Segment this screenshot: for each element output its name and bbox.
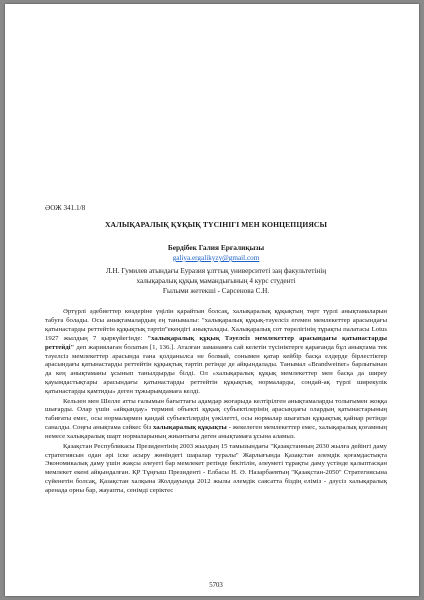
body-text [45,308,387,496]
affiliation [45,266,387,296]
bold-phrase: халықаралық құқықты [152,424,227,432]
affiliation-line: Л.Н. Гумилев атындағы Еуразия ұлттық университеті заң факультетінің [105,267,327,275]
supervisor-line: Ғылыми жетекші - Сарсенова С.Н. [162,287,270,295]
page-number: 5703 [209,582,223,589]
text-run: Кельзен мен Шелле атты ғалымын бағыттағы адамдар жоғарыда келтірілген анықтамаларды толығымен жоққа шығарды. Олар үшін «айқындау» термині объекті құқық субъектілерінің арасындағы олардың қатынастарының табиғаты емес, осы нормалармен қандай субъектілердің үәкілетті, осы нормалар шығатын құқықтық қайнар ретінде саналды. Соңғы анықтама сәйкес біз [45,397,387,432]
author-name: Бердібек Галия Ерғалиқызы [167,243,265,252]
body-paragraph [45,308,387,397]
text-run: деп жариялаған болатын [1, 136.]. Аталған заманамға сай келетін түсініктерге қарағанда бұл анықтама тек тәуелсіз мемлекеттер арасында ғана қолданылса не болмай, сонымен қатар кейбір басқа елдерде бірлестіктер арасындағы қатынастарды реттейтін құқықтық тәртіп ретінде де айқындалады. Танымал «Brandweiner» барлығынан да кең анықтаманы ұсынып танылдырды білді. Ол «халықаралық құқық мемлекеттер мен басқа да ширеу қауымдастықтары арасындағы қатынастарды реттейтін құқықтық нормаларды, сондай-ақ түрлі ширекулік қатынастарды қамтиды» деген тұжырымдамаға келді. [45,343,387,396]
bold-phrase: "халықаралық құқық Тәуелсіз мемлекеттер арасындағы қатынастарды реттейді" [45,334,387,351]
text-run: Әртүрлі әдебиеттер көздеріне үңілін қарайтын болсақ, халықаралық құқықтың төрт түрлі анықтамаларын табуға болады. Осы анықтамалардың ең танымалы: "халықаралық құқық-тәуелсіз егемен мемлекеттер арасындағы қатынастарды реттейтін құқықтық тәртіп"екендігі анықталады. Халықаралық сот төрелігінің тұрақты палатасы Lotus 1927 жылдың 7 қыркүйегінде: [45,308,387,342]
affiliation-line: халықаралық құқық мамандығының 4 курс студенті [136,277,296,285]
body-paragraph [45,443,387,496]
document-page [5,4,419,596]
udc-code: ӘОЖ 341.1/8 [45,204,86,212]
text-run: - жекелеген мемлекеттер емес, халықаралық қоғамның немесе халықаралық шарт нормаларының жиынтығы деген анықтамаға ұсына аламыз. [45,424,388,441]
paper-title: ХАЛЫҚАРАЛЫҚ ҚҰҚЫҚ ТҮСІНІГІ МЕН КОНЦЕПЦИЯСЫ [104,220,328,229]
body-paragraph [45,398,387,443]
author-email[interactable]: galiya.ergalikyzy@gmail.com [172,254,260,262]
text-run: Қазақстан Республикасы Президентінің 2003 жылдың 15 тамызындағы "Қазақстанның 2030 жылға дейінгі даму стратегиясын одан әрі іске асыру жөніндегі шаралар туралы" Жарлығында Қазақстан әлемдік қоғамдастықта Экономикалық даму үшін жақсы әлеуеті бар мемлекет ретінде бекітілін, әлеуметі тұрақты даму үстінде қалыптасқан мемлекет екені айқындалған. ҚР Тұңғыш Президенті - Елбасы Н. Ә. Назарбаевтың "Қазақстан-2050" Стратегиясына сүйенетін болсақ, Қазақстан халқына Жолдауында 2012 жылы әлемдік саясатта біздің еліміз - дәусіз халықаралық аренада орны бар, жауапты, сенімді серіктес [45,442,387,495]
